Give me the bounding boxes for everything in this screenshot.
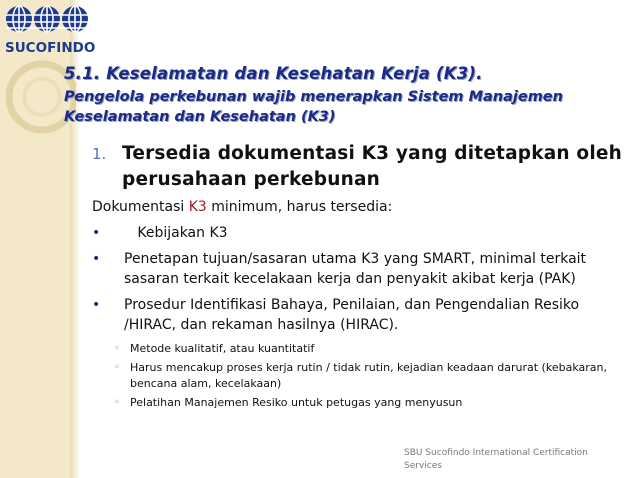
intro-suffix: minimum, harus tersedia: [206,199,393,215]
slide-title [64,64,624,127]
intro-text [92,197,632,217]
bullet-marker: • [92,225,101,241]
sub-bullet-marker: ◦ [114,397,120,408]
bullet-marker: • [92,297,101,313]
logo-wordmark: SUCOFINDO [5,40,96,56]
sub-bullet-item [114,360,632,392]
bullet-item [92,249,632,289]
bullet-text: Kebijakan K3 [124,225,228,241]
sub-bullet-marker: ◦ [114,343,120,354]
numbered-item [92,141,622,193]
sub-bullet-item [114,395,632,411]
title-heading: 5.1. Keselamatan dan Kesehatan Kerja (K3). [64,64,483,83]
slide-body [92,197,632,411]
bullet-text: Penetapan tujuan/sasaran utama K3 yang SMART, minimal terkait sasaran terkait kecelakaan kerja dan penyakit akibat kerja (PAK) [124,251,587,287]
sucofindo-logo [4,3,114,59]
sub-bullet-text: Metode kualitatif, atau kuantitatif [130,342,315,355]
bullet-text: Prosedur Identifikasi Bahaya, Penilaian, dan Pengendalian Resiko /HIRAC, dan rekaman hasilnya (HIRAC). [124,297,580,333]
title-subheading: Pengelola perkebunan wajib menerapkan Sistem Manajemen Keselamatan dan Kesehatan (K3) [64,89,563,125]
intro-k3-highlight: K3 [188,199,207,215]
intro-prefix: Dokumentasi [92,199,189,215]
numbered-marker: 1. [92,145,107,163]
bullet-item [92,295,632,335]
sub-bullet-marker: ◦ [114,362,120,373]
numbered-item-text: Tersedia dokumentasi K3 yang ditetapkan oleh perusahaan perkebunan [122,143,622,190]
bullet-marker: • [92,251,101,267]
sub-bullet-item [114,341,632,357]
footer-text: SBU Sucofindo International Certification Services [404,448,588,471]
sub-bullet-text: Harus mencakup proses kerja rutin / tidak rutin, kejadian keadaan darurat (kebakaran, bencana alam, kecelakaan) [130,361,607,390]
sub-bullet-text: Pelatihan Manajemen Resiko untuk petugas yang menyusun [130,396,463,409]
sub-bullet-list [114,341,632,411]
bullet-item [92,223,632,243]
